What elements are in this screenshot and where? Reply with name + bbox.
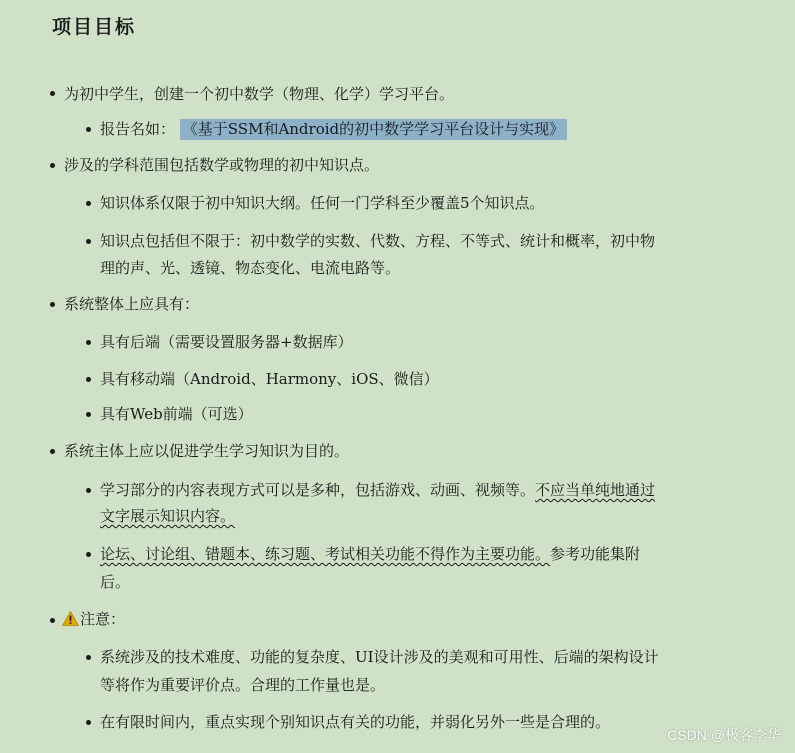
bullet-dot xyxy=(50,163,55,168)
list-item-continuation: 等将作为重要评价点。合理的工作量也是。 xyxy=(100,676,386,694)
list-item xyxy=(100,480,655,500)
list-item: 知识体系仅限于初中知识大纲。任何一门学科至少覆盖5个知识点。 xyxy=(100,194,545,212)
reference-text: 参考功能集附 xyxy=(550,545,641,563)
list-item: 具有后端（需要设置服务器+数据库） xyxy=(100,333,353,351)
bullet-dot xyxy=(50,302,55,307)
list-item xyxy=(62,609,125,629)
bullet-dot xyxy=(86,552,91,557)
bullet-dot xyxy=(86,720,91,725)
bullet-dot xyxy=(50,618,55,623)
list-item-continuation: 后。 xyxy=(100,573,131,591)
bullet-dot xyxy=(86,655,91,660)
list-item: 系统整体上应具有： xyxy=(64,295,200,313)
list-item xyxy=(100,544,640,564)
bullet-dot xyxy=(50,449,55,454)
list-item: 在有限时间内，重点实现个别知识点有关的功能，并弱化另外一些是合理的。 xyxy=(100,713,611,731)
list-item: 系统主体上应以促进学生学习知识为目的。 xyxy=(64,442,350,460)
bullet-dot xyxy=(50,91,55,96)
list-item: 涉及的学科范围包括数学或物理的初中知识点。 xyxy=(64,156,380,174)
report-name-highlight: 《基于SSM和Android的初中数学学习平台设计与实现》 xyxy=(180,119,567,140)
bullet-dot xyxy=(86,412,91,417)
note-label: 注意： xyxy=(80,610,126,628)
page-title: 项目目标 xyxy=(52,16,137,38)
watermark: CSDN @极客李华 xyxy=(667,727,781,743)
list-item: 为初中学生，创建一个初中数学（物理、化学）学习平台。 xyxy=(64,85,455,103)
bullet-dot xyxy=(86,340,91,345)
list-item-continuation xyxy=(100,506,235,526)
warning-icon xyxy=(62,611,79,626)
bullet-dot xyxy=(86,488,91,493)
wavy-emphasis: 不应当单纯地通过 xyxy=(535,481,656,499)
content-forms-text: 学习部分的内容表现方式可以是多种，包括游戏、动画、视频等。 xyxy=(100,481,536,499)
bullet-dot xyxy=(86,377,91,382)
wavy-emphasis: 文字展示知识内容。 xyxy=(100,507,236,525)
bullet-dot xyxy=(86,201,91,206)
bullet-dot xyxy=(86,239,91,244)
list-item: 具有Web前端（可选） xyxy=(100,405,253,423)
list-item xyxy=(100,119,567,139)
report-name-label: 报告名如： xyxy=(100,120,176,138)
wavy-emphasis: 论坛、讨论组、错题本、练习题、考试相关功能不得作为主要功能。 xyxy=(100,545,551,563)
list-item: 具有移动端（Android、Harmony、iOS、微信） xyxy=(100,370,439,388)
list-item: 知识点包括但不限于：初中数学的实数、代数、方程、不等式、统计和概率，初中物 xyxy=(100,232,656,250)
list-item-continuation: 理的声、光、透镜、物态变化、电流电路等。 xyxy=(100,259,401,277)
bullet-dot xyxy=(86,127,91,132)
list-item: 系统涉及的技术难度、功能的复杂度、UI设计涉及的美观和可用性、后端的架构设计 xyxy=(100,648,659,666)
